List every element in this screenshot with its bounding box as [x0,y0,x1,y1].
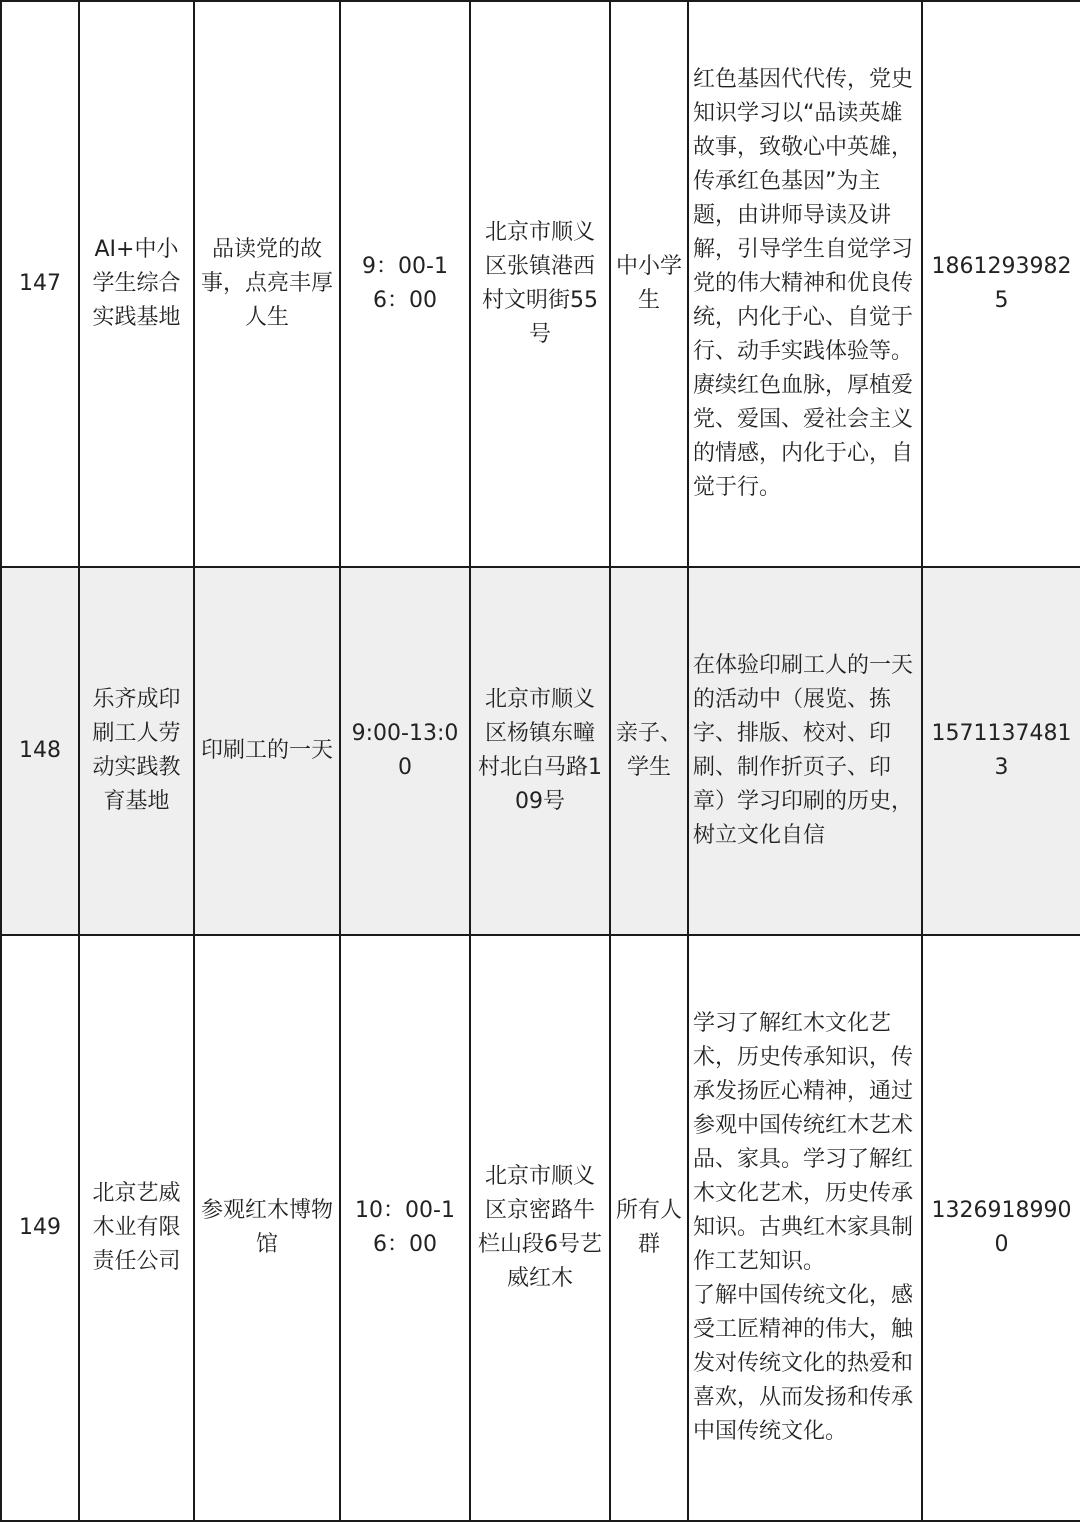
target-audience: 中小学生 [610,1,688,567]
table-row [1,1,1080,567]
activity-title: 印刷工的一天 [194,567,340,935]
table-row [1,935,1080,1521]
target-audience: 所有人群 [610,935,688,1521]
row-number: 149 [1,935,79,1521]
open-hours: 9:00-13:00 [340,567,470,935]
venue-address: 北京市顺义区京密路牛栏山段6号艺威红木 [470,935,610,1521]
target-audience: 亲子、学生 [610,567,688,935]
row-number: 148 [1,567,79,935]
open-hours: 9：00-16：00 [340,1,470,567]
row-number: 147 [1,1,79,567]
activity-description: 学习了解红木文化艺术，历史传承知识，传承发扬匠心精神，通过参观中国传统红木艺术品、家具。学习了解红木文化艺术，历史传承知识。古典红木家具制作工艺知识。 了解中国传统文化，感受工匠精神的伟大，触发对传统文化的热爱和喜欢，从而发扬和传承中国传统文化。 [688,935,922,1521]
venue-name: AI+中小学生综合实践基地 [79,1,194,567]
venue-name: 乐齐成印刷工人劳动实践教育基地 [79,567,194,935]
contact-phone: 18612939825 [922,1,1080,567]
activity-title: 品读党的故事，点亮丰厚人生 [194,1,340,567]
activity-title: 参观红木博物馆 [194,935,340,1521]
activity-description: 在体验印刷工人的一天的活动中（展览、拣字、排版、校对、印刷、制作折页子、印章）学习印刷的历史，树立文化自信 [688,567,922,935]
table-row [1,567,1080,935]
venue-name: 北京艺威木业有限责任公司 [79,935,194,1521]
venue-address: 北京市顺义区杨镇东疃村北白马路109号 [470,567,610,935]
contact-phone: 13269189900 [922,935,1080,1521]
activity-description: 红色基因代代传，党史知识学习以“品读英雄故事，致敬心中英雄，传承红色基因”为主题，由讲师导读及讲解，引导学生自觉学习党的伟大精神和优良传统，内化于心、自觉于行、动手实践体验等。赓续红色血脉，厚植爱党、爱国、爱社会主义的情感，内化于心，自觉于行。 [688,1,922,567]
contact-phone: 15711374813 [922,567,1080,935]
open-hours: 10：00-16：00 [340,935,470,1521]
venue-address: 北京市顺义区张镇港西村文明街55号 [470,1,610,567]
